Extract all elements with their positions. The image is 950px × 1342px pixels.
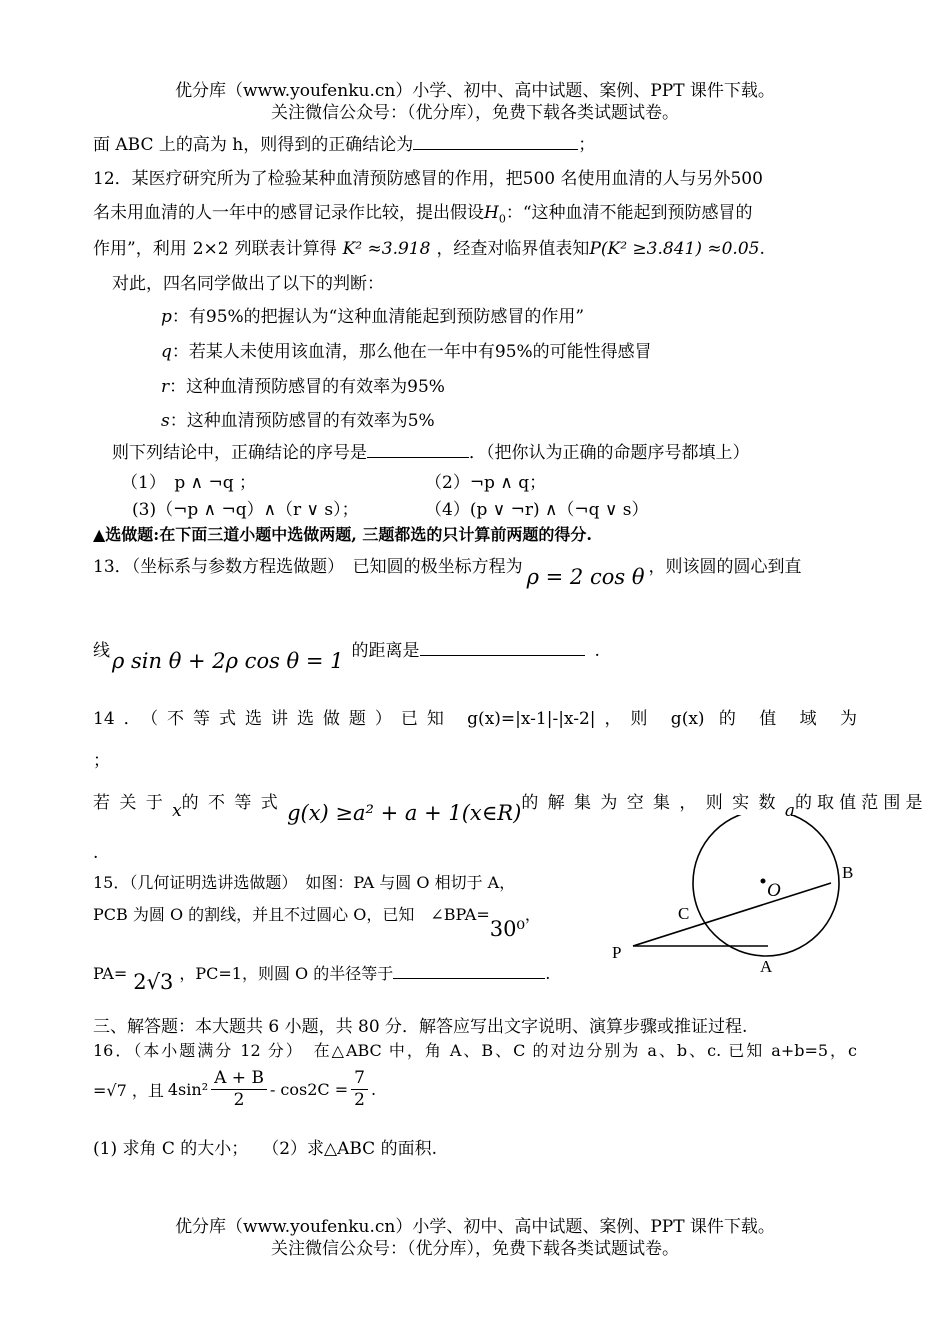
q15-line-3: PA= 2√3 ，PC=1，则圆 O 的半径等于 . <box>93 964 551 994</box>
q12-option-4: （4）(p ∨ ¬r) ∧（¬q ∨ s） <box>425 500 649 520</box>
elective-note: ▲选做题:在下面三道小题中选做两题, 三题都选的只计算前两题的得分. <box>93 525 592 544</box>
q13-line-1: 13．（坐标系与参数方程选做题） 已知圆的极坐标方程为 ρ = 2 cos θ ，则该圆的圆心到直 <box>93 557 802 589</box>
center-point <box>761 879 766 884</box>
q12-line-3: 作用”，利用 2×2 列联表计算得 K² ≈3.918 ，经查对临界值表知P(K² ≥3.841) ≈0.05. <box>93 239 765 259</box>
section3-heading: 三、解答题：本大题共 6 小题，共 80 分．解答应写出文字说明、演算步骤或推证过程. <box>93 1017 748 1037</box>
q14-line-1: 14．（不等式选讲选做题）已知 g(x)=|x-1|-|x-2|，则 g(x) 的 值 域 为 <box>93 709 857 729</box>
q12-line-4: 对此，四名同学做出了以下的判断： <box>112 274 384 294</box>
q11-tail: 面 ABC 上的高为 h，则得到的正确结论为 ； <box>93 135 596 155</box>
footer-line-1: 优分库（www.youfenku.cn）小学、初中、高中试题、案例、PPT 课件下载。 <box>175 1217 775 1237</box>
q12-option-1: （1） p ∧ ¬q ； <box>121 473 256 493</box>
q13-line-2: 线ρ sin θ + 2ρ cos θ = 1 的距离是 . <box>93 641 600 673</box>
footer-line-2: 关注微信公众号：（优分库），免费下载各类试题试卷。 <box>271 1239 679 1259</box>
header-line-1: 优分库（www.youfenku.cn）小学、初中、高中试题、案例、PPT 课件下载。 <box>175 81 775 101</box>
answer-blank[interactable] <box>367 441 469 458</box>
header-line-2: 关注微信公众号：（优分库），免费下载各类试题试卷。 <box>271 103 679 123</box>
answer-blank[interactable] <box>393 962 545 979</box>
answer-blank[interactable] <box>420 639 585 656</box>
q16-line-2: =√7 ，且 4sin² $\frac{A + B}{2}$ - cos2C = $\frac{7}{2}$ . <box>93 1068 377 1111</box>
label-c: C <box>678 904 690 923</box>
fraction-a-plus-b-over-2: $\frac{A + B}{2}$ <box>211 1068 267 1112</box>
answer-blank[interactable] <box>413 133 578 150</box>
q14-line-4: . <box>93 843 99 863</box>
judgment-p: p：有95%的把握认为“这种血清能起到预防感冒的作用” <box>161 307 585 327</box>
q16-line-3: (1) 求角 C 的大小； （2）求△ABC 的面积. <box>93 1139 437 1159</box>
q12-line-2: 名未用血清的人一年中的感冒记录作比较，提出假设$H_0$：“这种血清不能起到预防感冒的 <box>93 203 753 226</box>
judgment-s: s：这种血清预防感冒的有效率为5% <box>161 411 435 431</box>
q16-line-1: 16．（本小题满分 12 分） 在△ABC 中，角 A、B、C 的对边分别为 a、b、c. 已知 a+b=5，c <box>93 1041 857 1060</box>
secant-pcb <box>633 883 831 946</box>
label-o: O <box>767 880 781 901</box>
q12-conclusion: 则下列结论中，正确结论的序号是 ．（把你认为正确的命题序号都填上） <box>112 443 750 463</box>
label-b: B <box>842 863 854 882</box>
label-p: P <box>612 943 622 962</box>
judgment-r: r：这种血清预防感冒的有效率为95% <box>161 377 445 397</box>
q14-line-2: ； <box>93 751 110 771</box>
label-a: A <box>760 957 773 976</box>
q15-geometry-figure <box>600 815 870 985</box>
q15-line-1: 15．（几何证明选讲选做题） 如图：PA 与圆 O 相切于 A， <box>93 873 516 892</box>
judgment-q: q：若某人未使用该血清，那么他在一年中有95%的可能性得感冒 <box>161 342 652 362</box>
q12-option-3: (3)（¬p ∧ ¬q）∧（r ∨ s）； <box>132 500 359 520</box>
q15-line-2: PCB 为圆 O 的割线，并且不过圆心 O，已知 ∠BPA=30⁰， <box>93 905 541 941</box>
q12-option-2: （2）¬p ∧ q； <box>425 473 547 493</box>
q14-line-3: 若关于 x 的不等式 g(x) ≥a² + a + 1(x∈R) 的解集为空集，则实数 a 的取值范围是 <box>93 793 928 825</box>
circle-o <box>693 815 839 956</box>
fraction-7-over-2: $\frac{7}{2}$ <box>351 1068 368 1112</box>
q12-line-1: 12．某医疗研究所为了检验某种血清预防感冒的作用，把500 名使用血清的人与另外500 <box>93 169 763 189</box>
